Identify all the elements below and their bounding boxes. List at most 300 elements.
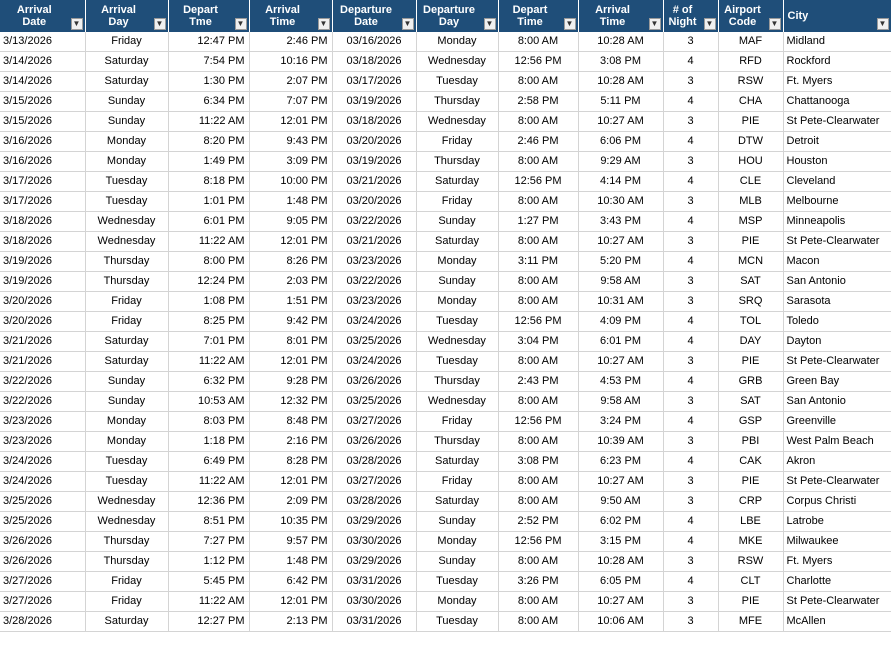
cell-city[interactable]: Latrobe xyxy=(783,512,891,532)
cell-departure-date[interactable]: 03/30/2026 xyxy=(332,592,416,612)
cell-arrival-time[interactable]: 8:26 PM xyxy=(249,252,332,272)
cell-nights[interactable]: 3 xyxy=(663,612,718,632)
cell-nights[interactable]: 3 xyxy=(663,152,718,172)
cell-arrival-date[interactable]: 3/25/2026 xyxy=(0,492,85,512)
cell-nights[interactable]: 3 xyxy=(663,352,718,372)
cell-arrival-time[interactable]: 2:09 PM xyxy=(249,492,332,512)
cell-arrival-time[interactable]: 9:43 PM xyxy=(249,132,332,152)
cell-depart-time[interactable]: 12:24 PM xyxy=(168,272,249,292)
cell-arrival-day[interactable]: Sunday xyxy=(85,92,168,112)
cell-airport-code[interactable]: RSW xyxy=(718,552,783,572)
cell-city[interactable]: Sarasota xyxy=(783,292,891,312)
cell-departure-day[interactable]: Saturday xyxy=(416,492,498,512)
cell-nights[interactable]: 3 xyxy=(663,272,718,292)
cell-arrival-date[interactable]: 3/16/2026 xyxy=(0,132,85,152)
cell-nights[interactable]: 4 xyxy=(663,372,718,392)
cell-arrival-day[interactable]: Thursday xyxy=(85,272,168,292)
cell-return-depart-time[interactable]: 8:00 AM xyxy=(498,272,578,292)
cell-nights[interactable]: 4 xyxy=(663,312,718,332)
cell-airport-code[interactable]: RSW xyxy=(718,72,783,92)
cell-departure-day[interactable]: Friday xyxy=(416,132,498,152)
cell-return-depart-time[interactable]: 8:00 AM xyxy=(498,472,578,492)
cell-return-arrival-time[interactable]: 6:01 PM xyxy=(578,332,663,352)
cell-nights[interactable]: 4 xyxy=(663,572,718,592)
cell-departure-date[interactable]: 03/21/2026 xyxy=(332,172,416,192)
cell-arrival-date[interactable]: 3/26/2026 xyxy=(0,532,85,552)
cell-return-arrival-time[interactable]: 9:58 AM xyxy=(578,392,663,412)
cell-departure-day[interactable]: Saturday xyxy=(416,452,498,472)
cell-return-arrival-time[interactable]: 6:23 PM xyxy=(578,452,663,472)
cell-arrival-date[interactable]: 3/20/2026 xyxy=(0,292,85,312)
cell-departure-date[interactable]: 03/29/2026 xyxy=(332,552,416,572)
cell-departure-day[interactable]: Sunday xyxy=(416,512,498,532)
cell-city[interactable]: Green Bay xyxy=(783,372,891,392)
cell-arrival-date[interactable]: 3/23/2026 xyxy=(0,412,85,432)
cell-city[interactable]: Rockford xyxy=(783,52,891,72)
cell-return-depart-time[interactable]: 8:00 AM xyxy=(498,152,578,172)
cell-arrival-time[interactable]: 2:07 PM xyxy=(249,72,332,92)
cell-arrival-time[interactable]: 12:01 PM xyxy=(249,112,332,132)
cell-return-arrival-time[interactable]: 10:28 AM xyxy=(578,72,663,92)
cell-return-arrival-time[interactable]: 10:27 AM xyxy=(578,472,663,492)
cell-departure-day[interactable]: Monday xyxy=(416,532,498,552)
cell-return-arrival-time[interactable]: 6:02 PM xyxy=(578,512,663,532)
cell-return-depart-time[interactable]: 8:00 AM xyxy=(498,492,578,512)
cell-arrival-date[interactable]: 3/18/2026 xyxy=(0,232,85,252)
cell-nights[interactable]: 3 xyxy=(663,32,718,52)
cell-arrival-time[interactable]: 12:01 PM xyxy=(249,232,332,252)
cell-arrival-date[interactable]: 3/21/2026 xyxy=(0,352,85,372)
cell-return-depart-time[interactable]: 3:08 PM xyxy=(498,452,578,472)
cell-departure-day[interactable]: Sunday xyxy=(416,552,498,572)
cell-arrival-day[interactable]: Tuesday xyxy=(85,192,168,212)
cell-airport-code[interactable]: MSP xyxy=(718,212,783,232)
cell-arrival-time[interactable]: 3:09 PM xyxy=(249,152,332,172)
cell-depart-time[interactable]: 7:54 PM xyxy=(168,52,249,72)
cell-depart-time[interactable]: 1:08 PM xyxy=(168,292,249,312)
cell-depart-time[interactable]: 10:53 AM xyxy=(168,392,249,412)
cell-departure-date[interactable]: 03/22/2026 xyxy=(332,272,416,292)
filter-dropdown-icon[interactable]: ▼ xyxy=(71,18,83,30)
cell-arrival-time[interactable]: 8:48 PM xyxy=(249,412,332,432)
filter-dropdown-icon[interactable]: ▼ xyxy=(154,18,166,30)
cell-return-depart-time[interactable]: 8:00 AM xyxy=(498,612,578,632)
cell-airport-code[interactable]: MLB xyxy=(718,192,783,212)
cell-arrival-time[interactable]: 1:48 PM xyxy=(249,192,332,212)
cell-departure-date[interactable]: 03/22/2026 xyxy=(332,212,416,232)
cell-return-depart-time[interactable]: 2:52 PM xyxy=(498,512,578,532)
cell-return-depart-time[interactable]: 2:43 PM xyxy=(498,372,578,392)
cell-return-arrival-time[interactable]: 4:53 PM xyxy=(578,372,663,392)
cell-departure-day[interactable]: Friday xyxy=(416,192,498,212)
cell-return-depart-time[interactable]: 8:00 AM xyxy=(498,112,578,132)
cell-arrival-day[interactable]: Monday xyxy=(85,432,168,452)
cell-arrival-time[interactable]: 12:01 PM xyxy=(249,352,332,372)
cell-depart-time[interactable]: 7:01 PM xyxy=(168,332,249,352)
cell-airport-code[interactable]: PIE xyxy=(718,592,783,612)
cell-departure-date[interactable]: 03/24/2026 xyxy=(332,312,416,332)
cell-city[interactable]: Detroit xyxy=(783,132,891,152)
cell-city[interactable]: McAllen xyxy=(783,612,891,632)
cell-departure-day[interactable]: Tuesday xyxy=(416,72,498,92)
cell-arrival-time[interactable]: 6:42 PM xyxy=(249,572,332,592)
cell-city[interactable]: Melbourne xyxy=(783,192,891,212)
cell-airport-code[interactable]: DTW xyxy=(718,132,783,152)
cell-departure-day[interactable]: Thursday xyxy=(416,152,498,172)
cell-arrival-day[interactable]: Monday xyxy=(85,412,168,432)
cell-return-arrival-time[interactable]: 9:29 AM xyxy=(578,152,663,172)
filter-dropdown-icon[interactable]: ▼ xyxy=(235,18,247,30)
cell-depart-time[interactable]: 5:45 PM xyxy=(168,572,249,592)
cell-departure-day[interactable]: Saturday xyxy=(416,232,498,252)
cell-return-depart-time[interactable]: 8:00 AM xyxy=(498,192,578,212)
cell-arrival-date[interactable]: 3/22/2026 xyxy=(0,392,85,412)
cell-airport-code[interactable]: CLE xyxy=(718,172,783,192)
cell-return-arrival-time[interactable]: 6:05 PM xyxy=(578,572,663,592)
cell-airport-code[interactable]: PIE xyxy=(718,352,783,372)
cell-arrival-day[interactable]: Sunday xyxy=(85,112,168,132)
cell-return-depart-time[interactable]: 12:56 PM xyxy=(498,312,578,332)
cell-arrival-day[interactable]: Tuesday xyxy=(85,472,168,492)
cell-return-depart-time[interactable]: 12:56 PM xyxy=(498,532,578,552)
cell-depart-time[interactable]: 8:00 PM xyxy=(168,252,249,272)
cell-city[interactable]: Greenville xyxy=(783,412,891,432)
cell-departure-date[interactable]: 03/24/2026 xyxy=(332,352,416,372)
cell-arrival-time[interactable]: 9:28 PM xyxy=(249,372,332,392)
cell-departure-day[interactable]: Tuesday xyxy=(416,352,498,372)
cell-depart-time[interactable]: 1:49 PM xyxy=(168,152,249,172)
cell-nights[interactable]: 3 xyxy=(663,592,718,612)
cell-arrival-day[interactable]: Wednesday xyxy=(85,232,168,252)
filter-dropdown-icon[interactable]: ▼ xyxy=(649,18,661,30)
cell-departure-date[interactable]: 03/20/2026 xyxy=(332,132,416,152)
cell-arrival-day[interactable]: Monday xyxy=(85,132,168,152)
cell-departure-day[interactable]: Sunday xyxy=(416,272,498,292)
cell-return-depart-time[interactable]: 3:04 PM xyxy=(498,332,578,352)
cell-depart-time[interactable]: 11:22 AM xyxy=(168,232,249,252)
cell-departure-day[interactable]: Monday xyxy=(416,252,498,272)
cell-arrival-day[interactable]: Saturday xyxy=(85,52,168,72)
cell-nights[interactable]: 4 xyxy=(663,52,718,72)
cell-departure-date[interactable]: 03/25/2026 xyxy=(332,332,416,352)
cell-depart-time[interactable]: 6:01 PM xyxy=(168,212,249,232)
cell-arrival-time[interactable]: 7:07 PM xyxy=(249,92,332,112)
cell-departure-date[interactable]: 03/18/2026 xyxy=(332,52,416,72)
cell-nights[interactable]: 4 xyxy=(663,452,718,472)
cell-arrival-date[interactable]: 3/15/2026 xyxy=(0,112,85,132)
cell-city[interactable]: Chattanooga xyxy=(783,92,891,112)
filter-dropdown-icon[interactable]: ▼ xyxy=(484,18,496,30)
cell-return-depart-time[interactable]: 2:58 PM xyxy=(498,92,578,112)
cell-departure-date[interactable]: 03/16/2026 xyxy=(332,32,416,52)
cell-arrival-day[interactable]: Friday xyxy=(85,312,168,332)
cell-return-arrival-time[interactable]: 5:11 PM xyxy=(578,92,663,112)
cell-nights[interactable]: 3 xyxy=(663,292,718,312)
cell-depart-time[interactable]: 8:51 PM xyxy=(168,512,249,532)
cell-departure-date[interactable]: 03/28/2026 xyxy=(332,492,416,512)
cell-return-depart-time[interactable]: 12:56 PM xyxy=(498,52,578,72)
cell-arrival-date[interactable]: 3/18/2026 xyxy=(0,212,85,232)
cell-arrival-time[interactable]: 8:01 PM xyxy=(249,332,332,352)
cell-return-arrival-time[interactable]: 10:06 AM xyxy=(578,612,663,632)
cell-arrival-day[interactable]: Saturday xyxy=(85,612,168,632)
cell-departure-date[interactable]: 03/26/2026 xyxy=(332,372,416,392)
cell-arrival-day[interactable]: Wednesday xyxy=(85,492,168,512)
cell-departure-date[interactable]: 03/31/2026 xyxy=(332,572,416,592)
filter-dropdown-icon[interactable]: ▼ xyxy=(564,18,576,30)
cell-arrival-date[interactable]: 3/14/2026 xyxy=(0,72,85,92)
cell-return-arrival-time[interactable]: 5:20 PM xyxy=(578,252,663,272)
cell-arrival-day[interactable]: Wednesday xyxy=(85,512,168,532)
cell-return-arrival-time[interactable]: 10:27 AM xyxy=(578,232,663,252)
cell-arrival-time[interactable]: 9:42 PM xyxy=(249,312,332,332)
cell-return-arrival-time[interactable]: 4:09 PM xyxy=(578,312,663,332)
cell-depart-time[interactable]: 1:01 PM xyxy=(168,192,249,212)
cell-return-arrival-time[interactable]: 10:27 AM xyxy=(578,112,663,132)
cell-return-depart-time[interactable]: 8:00 AM xyxy=(498,352,578,372)
cell-departure-date[interactable]: 03/20/2026 xyxy=(332,192,416,212)
cell-airport-code[interactable]: CAK xyxy=(718,452,783,472)
cell-airport-code[interactable]: TOL xyxy=(718,312,783,332)
cell-city[interactable]: San Antonio xyxy=(783,392,891,412)
cell-return-depart-time[interactable]: 8:00 AM xyxy=(498,292,578,312)
cell-departure-date[interactable]: 03/27/2026 xyxy=(332,472,416,492)
cell-airport-code[interactable]: LBE xyxy=(718,512,783,532)
cell-airport-code[interactable]: MCN xyxy=(718,252,783,272)
cell-nights[interactable]: 4 xyxy=(663,212,718,232)
filter-dropdown-icon[interactable]: ▼ xyxy=(402,18,414,30)
cell-city[interactable]: Toledo xyxy=(783,312,891,332)
cell-depart-time[interactable]: 1:30 PM xyxy=(168,72,249,92)
cell-return-depart-time[interactable]: 12:56 PM xyxy=(498,172,578,192)
cell-return-arrival-time[interactable]: 10:30 AM xyxy=(578,192,663,212)
cell-airport-code[interactable]: GRB xyxy=(718,372,783,392)
cell-nights[interactable]: 3 xyxy=(663,72,718,92)
cell-airport-code[interactable]: MKE xyxy=(718,532,783,552)
cell-arrival-date[interactable]: 3/28/2026 xyxy=(0,612,85,632)
cell-departure-date[interactable]: 03/19/2026 xyxy=(332,92,416,112)
filter-dropdown-icon[interactable]: ▼ xyxy=(769,18,781,30)
cell-arrival-date[interactable]: 3/25/2026 xyxy=(0,512,85,532)
cell-city[interactable]: Milwaukee xyxy=(783,532,891,552)
cell-depart-time[interactable]: 8:18 PM xyxy=(168,172,249,192)
cell-depart-time[interactable]: 6:32 PM xyxy=(168,372,249,392)
cell-arrival-date[interactable]: 3/21/2026 xyxy=(0,332,85,352)
cell-arrival-date[interactable]: 3/14/2026 xyxy=(0,52,85,72)
cell-nights[interactable]: 4 xyxy=(663,332,718,352)
cell-depart-time[interactable]: 1:12 PM xyxy=(168,552,249,572)
cell-return-arrival-time[interactable]: 10:27 AM xyxy=(578,352,663,372)
cell-nights[interactable]: 4 xyxy=(663,132,718,152)
cell-arrival-time[interactable]: 12:01 PM xyxy=(249,472,332,492)
cell-return-depart-time[interactable]: 8:00 AM xyxy=(498,232,578,252)
cell-city[interactable]: Corpus Christi xyxy=(783,492,891,512)
cell-departure-date[interactable]: 03/25/2026 xyxy=(332,392,416,412)
cell-city[interactable]: Macon xyxy=(783,252,891,272)
cell-return-depart-time[interactable]: 8:00 AM xyxy=(498,72,578,92)
cell-arrival-time[interactable]: 9:57 PM xyxy=(249,532,332,552)
cell-city[interactable]: St Pete-Clearwater xyxy=(783,112,891,132)
cell-return-arrival-time[interactable]: 4:14 PM xyxy=(578,172,663,192)
cell-return-arrival-time[interactable]: 3:43 PM xyxy=(578,212,663,232)
cell-return-depart-time[interactable]: 8:00 AM xyxy=(498,432,578,452)
cell-arrival-date[interactable]: 3/19/2026 xyxy=(0,272,85,292)
cell-city[interactable]: Midland xyxy=(783,32,891,52)
cell-return-depart-time[interactable]: 2:46 PM xyxy=(498,132,578,152)
cell-airport-code[interactable]: PBI xyxy=(718,432,783,452)
cell-nights[interactable]: 3 xyxy=(663,552,718,572)
cell-departure-date[interactable]: 03/26/2026 xyxy=(332,432,416,452)
cell-city[interactable]: Cleveland xyxy=(783,172,891,192)
cell-airport-code[interactable]: CLT xyxy=(718,572,783,592)
cell-departure-day[interactable]: Thursday xyxy=(416,432,498,452)
cell-departure-date[interactable]: 03/31/2026 xyxy=(332,612,416,632)
cell-arrival-time[interactable]: 2:16 PM xyxy=(249,432,332,452)
cell-city[interactable]: St Pete-Clearwater xyxy=(783,592,891,612)
cell-arrival-time[interactable]: 1:51 PM xyxy=(249,292,332,312)
cell-arrival-day[interactable]: Saturday xyxy=(85,332,168,352)
cell-airport-code[interactable]: RFD xyxy=(718,52,783,72)
cell-arrival-time[interactable]: 12:32 PM xyxy=(249,392,332,412)
cell-nights[interactable]: 4 xyxy=(663,252,718,272)
cell-depart-time[interactable]: 12:27 PM xyxy=(168,612,249,632)
cell-airport-code[interactable]: GSP xyxy=(718,412,783,432)
cell-nights[interactable]: 4 xyxy=(663,412,718,432)
cell-arrival-day[interactable]: Thursday xyxy=(85,252,168,272)
cell-departure-day[interactable]: Tuesday xyxy=(416,612,498,632)
cell-depart-time[interactable]: 8:03 PM xyxy=(168,412,249,432)
cell-arrival-time[interactable]: 2:03 PM xyxy=(249,272,332,292)
filter-dropdown-icon[interactable]: ▼ xyxy=(877,18,889,30)
cell-city[interactable]: Ft. Myers xyxy=(783,552,891,572)
cell-arrival-day[interactable]: Friday xyxy=(85,32,168,52)
cell-city[interactable]: St Pete-Clearwater xyxy=(783,232,891,252)
cell-departure-date[interactable]: 03/30/2026 xyxy=(332,532,416,552)
cell-return-depart-time[interactable]: 3:11 PM xyxy=(498,252,578,272)
cell-depart-time[interactable]: 11:22 AM xyxy=(168,352,249,372)
cell-city[interactable]: Ft. Myers xyxy=(783,72,891,92)
cell-depart-time[interactable]: 6:49 PM xyxy=(168,452,249,472)
cell-departure-day[interactable]: Monday xyxy=(416,32,498,52)
cell-nights[interactable]: 3 xyxy=(663,392,718,412)
cell-arrival-time[interactable]: 2:46 PM xyxy=(249,32,332,52)
cell-depart-time[interactable]: 6:34 PM xyxy=(168,92,249,112)
cell-departure-day[interactable]: Wednesday xyxy=(416,392,498,412)
cell-departure-day[interactable]: Friday xyxy=(416,412,498,432)
cell-departure-day[interactable]: Saturday xyxy=(416,172,498,192)
cell-airport-code[interactable]: HOU xyxy=(718,152,783,172)
cell-arrival-date[interactable]: 3/26/2026 xyxy=(0,552,85,572)
cell-airport-code[interactable]: SRQ xyxy=(718,292,783,312)
cell-return-arrival-time[interactable]: 9:50 AM xyxy=(578,492,663,512)
cell-nights[interactable]: 3 xyxy=(663,432,718,452)
cell-departure-day[interactable]: Monday xyxy=(416,292,498,312)
cell-arrival-day[interactable]: Friday xyxy=(85,572,168,592)
cell-departure-date[interactable]: 03/17/2026 xyxy=(332,72,416,92)
cell-arrival-date[interactable]: 3/27/2026 xyxy=(0,592,85,612)
cell-return-arrival-time[interactable]: 10:28 AM xyxy=(578,552,663,572)
cell-city[interactable]: West Palm Beach xyxy=(783,432,891,452)
filter-dropdown-icon[interactable]: ▼ xyxy=(704,18,716,30)
cell-depart-time[interactable]: 8:25 PM xyxy=(168,312,249,332)
cell-departure-date[interactable]: 03/28/2026 xyxy=(332,452,416,472)
cell-departure-day[interactable]: Thursday xyxy=(416,372,498,392)
cell-depart-time[interactable]: 11:22 AM xyxy=(168,112,249,132)
cell-city[interactable]: Houston xyxy=(783,152,891,172)
cell-depart-time[interactable]: 11:22 AM xyxy=(168,592,249,612)
cell-return-arrival-time[interactable]: 3:24 PM xyxy=(578,412,663,432)
cell-arrival-day[interactable]: Sunday xyxy=(85,372,168,392)
cell-city[interactable]: St Pete-Clearwater xyxy=(783,352,891,372)
cell-airport-code[interactable]: SAT xyxy=(718,272,783,292)
cell-city[interactable]: Charlotte xyxy=(783,572,891,592)
cell-city[interactable]: Dayton xyxy=(783,332,891,352)
cell-departure-date[interactable]: 03/23/2026 xyxy=(332,252,416,272)
cell-arrival-day[interactable]: Friday xyxy=(85,592,168,612)
cell-arrival-date[interactable]: 3/24/2026 xyxy=(0,452,85,472)
cell-arrival-time[interactable]: 1:48 PM xyxy=(249,552,332,572)
cell-arrival-time[interactable]: 2:13 PM xyxy=(249,612,332,632)
cell-arrival-day[interactable]: Sunday xyxy=(85,392,168,412)
cell-departure-date[interactable]: 03/27/2026 xyxy=(332,412,416,432)
cell-arrival-date[interactable]: 3/17/2026 xyxy=(0,192,85,212)
cell-arrival-time[interactable]: 10:00 PM xyxy=(249,172,332,192)
cell-arrival-day[interactable]: Tuesday xyxy=(85,452,168,472)
cell-departure-date[interactable]: 03/21/2026 xyxy=(332,232,416,252)
cell-arrival-date[interactable]: 3/16/2026 xyxy=(0,152,85,172)
cell-arrival-time[interactable]: 10:35 PM xyxy=(249,512,332,532)
cell-nights[interactable]: 4 xyxy=(663,512,718,532)
cell-city[interactable]: Akron xyxy=(783,452,891,472)
cell-nights[interactable]: 3 xyxy=(663,192,718,212)
cell-return-arrival-time[interactable]: 10:28 AM xyxy=(578,32,663,52)
cell-arrival-time[interactable]: 9:05 PM xyxy=(249,212,332,232)
cell-return-depart-time[interactable]: 8:00 AM xyxy=(498,392,578,412)
cell-arrival-day[interactable]: Monday xyxy=(85,152,168,172)
cell-departure-date[interactable]: 03/19/2026 xyxy=(332,152,416,172)
cell-departure-day[interactable]: Friday xyxy=(416,472,498,492)
cell-depart-time[interactable]: 8:20 PM xyxy=(168,132,249,152)
cell-nights[interactable]: 4 xyxy=(663,172,718,192)
cell-departure-day[interactable]: Sunday xyxy=(416,212,498,232)
cell-arrival-date[interactable]: 3/15/2026 xyxy=(0,92,85,112)
cell-departure-day[interactable]: Thursday xyxy=(416,92,498,112)
cell-return-depart-time[interactable]: 1:27 PM xyxy=(498,212,578,232)
cell-nights[interactable]: 3 xyxy=(663,492,718,512)
cell-arrival-day[interactable]: Friday xyxy=(85,292,168,312)
cell-departure-day[interactable]: Monday xyxy=(416,592,498,612)
cell-departure-date[interactable]: 03/29/2026 xyxy=(332,512,416,532)
cell-nights[interactable]: 4 xyxy=(663,92,718,112)
cell-departure-day[interactable]: Wednesday xyxy=(416,52,498,72)
cell-depart-time[interactable]: 12:47 PM xyxy=(168,32,249,52)
cell-return-depart-time[interactable]: 12:56 PM xyxy=(498,412,578,432)
cell-airport-code[interactable]: SAT xyxy=(718,392,783,412)
cell-airport-code[interactable]: PIE xyxy=(718,232,783,252)
cell-return-arrival-time[interactable]: 10:27 AM xyxy=(578,592,663,612)
cell-arrival-date[interactable]: 3/19/2026 xyxy=(0,252,85,272)
cell-city[interactable]: San Antonio xyxy=(783,272,891,292)
cell-return-arrival-time[interactable]: 10:31 AM xyxy=(578,292,663,312)
cell-departure-date[interactable]: 03/18/2026 xyxy=(332,112,416,132)
cell-departure-day[interactable]: Tuesday xyxy=(416,572,498,592)
cell-arrival-time[interactable]: 8:28 PM xyxy=(249,452,332,472)
cell-arrival-date[interactable]: 3/23/2026 xyxy=(0,432,85,452)
cell-departure-day[interactable]: Tuesday xyxy=(416,312,498,332)
cell-depart-time[interactable]: 11:22 AM xyxy=(168,472,249,492)
cell-arrival-day[interactable]: Wednesday xyxy=(85,212,168,232)
cell-return-depart-time[interactable]: 8:00 AM xyxy=(498,592,578,612)
